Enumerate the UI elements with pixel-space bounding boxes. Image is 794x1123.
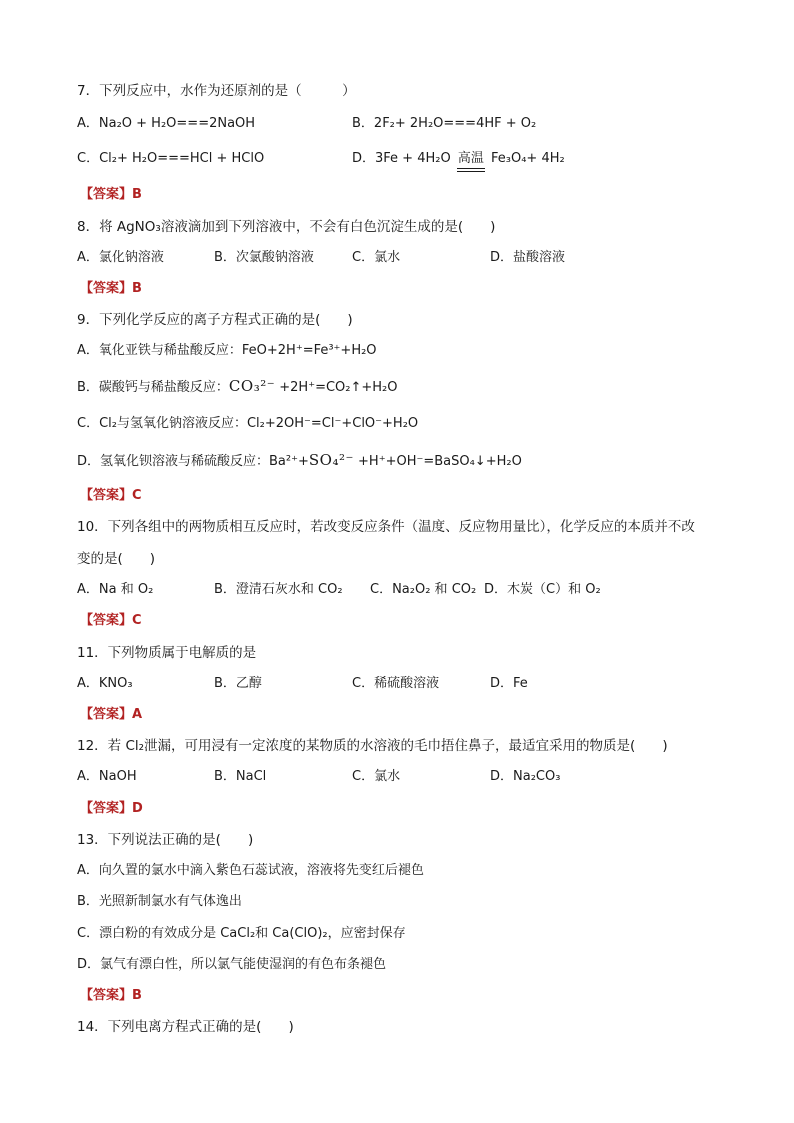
q10-stem-line2: 变的是( ): [77, 551, 156, 567]
q12-option-a: A．NaOH: [77, 769, 137, 784]
q11-option-c: C．稀硫酸溶液: [352, 676, 440, 691]
q9-option-c: C．Cl₂与氢氧化钠溶液反应：Cl₂+2OH⁻=Cl⁻+ClO⁻+H₂O: [77, 416, 419, 431]
q10-stem-line1: 10．下列各组中的两物质相互反应时，若改变反应条件（温度、反应物用量比），化学反应的本质并不改: [77, 519, 695, 535]
q8-stem: 8．将 AgNO₃溶液滴加到下列溶液中，不会有白色沉淀生成的是( ): [77, 219, 496, 235]
q7-option-b: B．2F₂+ 2H₂O===4HF + O₂: [352, 116, 537, 131]
q13-stem: 13．下列说法正确的是( ): [77, 832, 254, 848]
q8-option-d: D．盐酸溶液: [490, 250, 566, 265]
q12-option-c: C．氯水: [352, 769, 401, 784]
q7-condition-text: 高温: [457, 151, 484, 166]
q13-option-a: A．向久置的氯水中滴入紫色石蕊试液，溶液将先变红后褪色: [77, 863, 424, 878]
q9-option-b-suffix: +2H⁺=CO₂↑+H₂O: [275, 380, 398, 395]
answer-value: B: [132, 988, 142, 1003]
answer-label: 【答案】: [80, 988, 133, 1003]
q9-answer: [80, 487, 142, 505]
sulfate-ion: SO₄²⁻: [308, 451, 354, 469]
q8-answer: [80, 280, 142, 298]
q11-option-a: A．KNO₃: [77, 676, 133, 691]
answer-label: 【答案】: [80, 801, 133, 816]
q7-reaction-condition: [457, 150, 485, 168]
q12-option-b: B．NaCl: [214, 769, 267, 784]
q12-answer: [80, 800, 143, 818]
q7-option-a: A．Na₂O + H₂O===2NaOH: [77, 116, 256, 131]
equals-bar-bottom: [457, 171, 485, 172]
answer-label: 【答案】: [80, 707, 133, 722]
answer-value: A: [132, 707, 143, 722]
q13-option-b: B．光照新制氯水有气体逸出: [77, 894, 242, 909]
q8-option-a: A．氯化钠溶液: [77, 250, 164, 265]
q7-option-d-prefix: D．3Fe + 4H₂O: [352, 151, 451, 166]
q9-option-a: A．氧化亚铁与稀盐酸反应：FeO+2H⁺=Fe³⁺+H₂O: [77, 343, 377, 358]
answer-value: D: [132, 801, 143, 816]
q8-option-b: B．次氯酸钠溶液: [214, 250, 314, 265]
answer-value: B: [132, 281, 142, 296]
q9-option-d-suffix: +H⁺+OH⁻=BaSO₄↓+H₂O: [353, 454, 522, 469]
q13-answer: [80, 987, 142, 1005]
q10-option-b: B．澄清石灰水和 CO₂: [214, 582, 343, 597]
q8-option-c: C．氯水: [352, 250, 401, 265]
q9-option-d: [77, 451, 522, 471]
q11-option-b: B．乙醇: [214, 676, 262, 691]
answer-value: B: [132, 187, 142, 202]
q13-option-d: D．氯气有漂白性，所以氯气能使湿润的有色布条褪色: [77, 957, 387, 972]
q14-stem: 14．下列电离方程式正确的是( ): [77, 1019, 294, 1035]
q10-option-a: A．Na 和 O₂: [77, 582, 154, 597]
answer-label: 【答案】: [80, 187, 133, 202]
q9-stem: 9．下列化学反应的离子方程式正确的是( ): [77, 312, 353, 328]
answer-label: 【答案】: [80, 488, 133, 503]
q12-stem: 12．若 Cl₂泄漏，可用浸有一定浓度的某物质的水溶液的毛巾捂住鼻子，最适宜采用的物质是( ): [77, 738, 668, 754]
q7-option-c: C．Cl₂+ H₂O===HCl + HClO: [77, 151, 265, 166]
answer-label: 【答案】: [80, 281, 133, 296]
q12-option-d: D．Na₂CO₃: [490, 769, 561, 784]
q7-answer: [80, 186, 142, 204]
q7-option-d-suffix: Fe₃O₄+ 4H₂: [491, 151, 565, 166]
q11-answer: [80, 706, 142, 724]
q9-option-b: [77, 377, 398, 397]
q10-answer: [80, 612, 142, 630]
q11-option-d: D．Fe: [490, 676, 528, 691]
q13-option-c: C．漂白粉的有效成分是 CaCl₂和 Ca(ClO)₂，应密封保存: [77, 926, 406, 941]
q7-stem: 7．下列反应中，水作为还原剂的是（ ）: [77, 83, 356, 99]
q7-option-d: [352, 150, 565, 168]
equals-bar-top: [457, 168, 485, 169]
answer-value: C: [132, 488, 142, 503]
q9-option-b-prefix: B．碳酸钙与稀盐酸反应：: [77, 380, 229, 395]
carbonate-ion: CO₃²⁻: [228, 377, 276, 395]
answer-value: C: [132, 613, 142, 628]
q9-option-d-prefix: D．氢氧化钡溶液与稀硫酸反应：Ba²⁺+: [77, 454, 309, 469]
q11-stem: 11．下列物质属于电解质的是: [77, 645, 257, 661]
q10-option-c: C．Na₂O₂ 和 CO₂: [370, 582, 477, 597]
answer-label: 【答案】: [80, 613, 133, 628]
q10-option-d: D．木炭（C）和 O₂: [484, 582, 601, 597]
